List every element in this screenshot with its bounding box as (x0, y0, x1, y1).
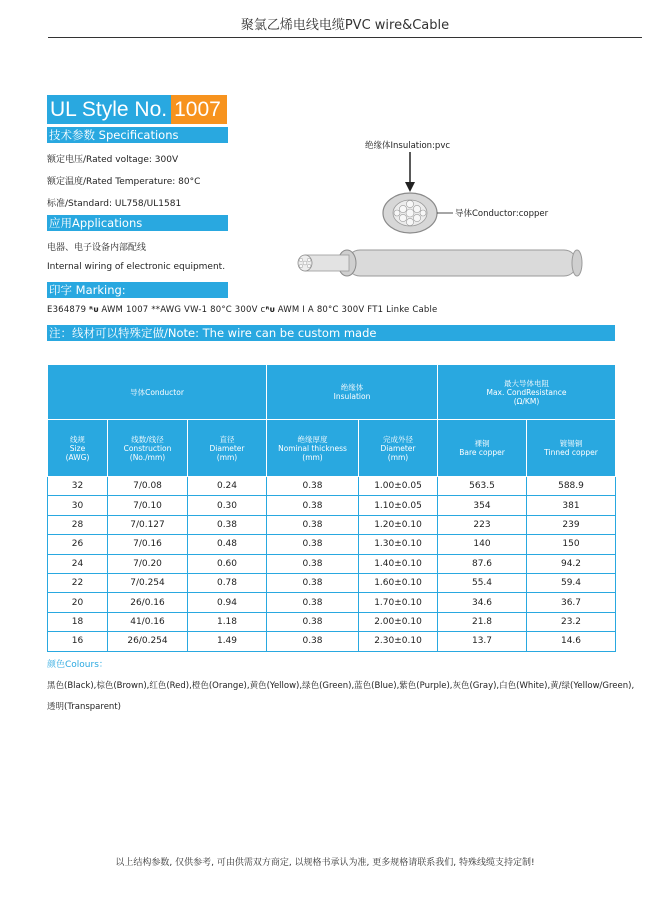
table-body (48, 477, 616, 652)
cell-thickness: 0.38 (267, 632, 359, 651)
col-size-unit: (AWG) (65, 452, 90, 462)
header-divider (48, 37, 642, 38)
table-row (48, 632, 616, 651)
table-row (48, 477, 616, 496)
group-resistance-en: Max. CondResistance (486, 387, 567, 397)
col-bare-cn: 裸铜 (474, 439, 490, 448)
marking-text (47, 305, 437, 315)
cell-construction: 7/0.10 (108, 496, 188, 515)
cell-thickness: 0.38 (267, 573, 359, 592)
cell-bare-copper: 354 (438, 496, 527, 515)
application-cn: 电器、电子设备内部配线 (47, 243, 147, 253)
table-row (48, 515, 616, 534)
insulation-label: 绝缘体Insulation:pvc (365, 141, 451, 151)
group-resistance-unit: (Ω/KM) (513, 396, 540, 406)
col-size-en: Size (69, 443, 86, 453)
col-cons-unit: (No./mm) (129, 452, 166, 462)
col-outer-diameter (359, 420, 438, 477)
cell-construction: 7/0.16 (108, 535, 188, 554)
cell-thickness: 0.38 (267, 535, 359, 554)
cell-outer-diameter: 1.60±0.10 (359, 573, 438, 592)
cell-construction: 7/0.254 (108, 573, 188, 592)
cell-construction: 41/0.16 (108, 612, 188, 631)
col-bare-copper (438, 420, 527, 477)
footer-note: 以上结构参数, 仅供参考, 可由供需双方商定, 以规格书承认为准, 更多规格请联系我们, 特殊线缆支持定制! (115, 858, 535, 868)
cell-size: 26 (48, 535, 108, 554)
cell-outer-diameter: 2.00±0.10 (359, 612, 438, 631)
cell-outer-diameter: 1.20±0.10 (359, 515, 438, 534)
cable-diagram (285, 132, 595, 292)
cell-thickness: 0.38 (267, 477, 359, 496)
cell-outer-diameter: 1.70±0.10 (359, 593, 438, 612)
marking-file-number: E364879 (47, 305, 87, 315)
cell-thickness: 0.38 (267, 496, 359, 515)
cell-size: 22 (48, 573, 108, 592)
cell-tinned-copper: 150 (527, 535, 616, 554)
rated-voltage: 额定电压/Rated voltage: 300V (47, 155, 179, 165)
table-row (48, 612, 616, 631)
col-size (48, 420, 108, 477)
cell-construction: 7/0.127 (108, 515, 188, 534)
col-tin-en: Tinned copper (544, 448, 598, 457)
col-dia-unit: (mm) (216, 452, 238, 462)
table-column-header (48, 420, 616, 477)
cell-outer-diameter: 2.30±0.10 (359, 632, 438, 651)
conductor-label: 导体Conductor:copper (455, 209, 549, 219)
cell-bare-copper: 563.5 (438, 477, 527, 496)
col-dia-en: Diameter (209, 443, 245, 453)
cell-size: 20 (48, 593, 108, 612)
group-resistance (438, 365, 616, 420)
ul-recognized-icon: ᴿᴜ (89, 305, 99, 314)
cell-size: 32 (48, 477, 108, 496)
style-title-prefix: UL Style No. (47, 95, 171, 124)
col-size-cn: 线规 (70, 434, 85, 444)
cell-bare-copper: 223 (438, 515, 527, 534)
cell-tinned-copper: 588.9 (527, 477, 616, 496)
specification-table (47, 364, 616, 652)
rated-temperature: 额定温度/Rated Temperature: 80°C (47, 177, 201, 187)
col-od-en: Diameter (380, 443, 416, 453)
cell-size: 24 (48, 554, 108, 573)
cell-diameter: 0.78 (188, 573, 267, 592)
cell-diameter: 0.94 (188, 593, 267, 612)
col-od-cn: 完成外径 (383, 434, 413, 444)
col-thk-cn: 绝缘厚度 (297, 434, 328, 444)
cell-diameter: 0.60 (188, 554, 267, 573)
cell-construction: 26/0.254 (108, 632, 188, 651)
page-header-title: 聚氯乙烯电线电缆PVC wire&Cable (240, 18, 450, 33)
cell-thickness: 0.38 (267, 612, 359, 631)
cell-diameter: 0.48 (188, 535, 267, 554)
col-od-unit: (mm) (387, 452, 409, 462)
table-row (48, 496, 616, 515)
cell-bare-copper: 21.8 (438, 612, 527, 631)
cell-tinned-copper: 59.4 (527, 573, 616, 592)
table-row (48, 535, 616, 554)
marking-awm-us: AWM 1007 **AWG VW-1 80°C 300V c (101, 305, 266, 315)
note-bar: 注：线材可以特殊定做/Note: The wire can be custom made (47, 325, 615, 341)
cell-tinned-copper: 36.7 (527, 593, 616, 612)
group-insulation-en: Insulation (333, 392, 371, 401)
table-row (48, 593, 616, 612)
cell-construction: 7/0.20 (108, 554, 188, 573)
application-en: Internal wiring of electronic equipment. (47, 262, 226, 272)
cell-diameter: 1.18 (188, 612, 267, 631)
cell-diameter: 1.49 (188, 632, 267, 651)
applications-bar: 应用Applications (47, 215, 228, 231)
cell-diameter: 0.30 (188, 496, 267, 515)
table-row (48, 554, 616, 573)
marking-awm-canada: AWM I A 80°C 300V FT1 Linke Cable (277, 305, 438, 315)
col-thickness (267, 420, 359, 477)
standard: 标准/Standard: UL758/UL1581 (47, 199, 182, 209)
col-tinned-copper (527, 420, 616, 477)
cell-tinned-copper: 14.6 (527, 632, 616, 651)
col-diameter (188, 420, 267, 477)
cell-tinned-copper: 239 (527, 515, 616, 534)
cell-thickness: 0.38 (267, 593, 359, 612)
cell-size: 16 (48, 632, 108, 651)
group-resistance-cn: 最大导体电阻 (504, 378, 549, 388)
cell-diameter: 0.24 (188, 477, 267, 496)
col-cons-en: Construction (123, 443, 172, 453)
colours-list: 黑色(Black),棕色(Brown),红色(Red),橙色(Orange),黄色(Yellow),绿色(Green),蓝色(Blue),紫色(Purple),灰色(Gray),白色(White),黄/绿(Yellow/Green),透明(Transparent) (47, 681, 635, 712)
cell-outer-diameter: 1.40±0.10 (359, 554, 438, 573)
cable-jacket (347, 250, 577, 276)
cul-recognized-icon: ᴿᴜ (265, 305, 275, 314)
table-row (48, 573, 616, 592)
cable-illustration (285, 132, 595, 292)
col-construction (108, 420, 188, 477)
cell-bare-copper: 55.4 (438, 573, 527, 592)
cell-bare-copper: 13.7 (438, 632, 527, 651)
cell-diameter: 0.38 (188, 515, 267, 534)
cell-tinned-copper: 23.2 (527, 612, 616, 631)
style-title (47, 95, 227, 124)
cell-bare-copper: 140 (438, 535, 527, 554)
cable-end (572, 250, 582, 276)
specifications-bar: 技术参数 Specifications (47, 127, 228, 143)
col-bare-en: Bare copper (459, 448, 505, 457)
cell-thickness: 0.38 (267, 554, 359, 573)
colours-title: 颜色Colours： (47, 660, 108, 670)
cell-outer-diameter: 1.10±0.05 (359, 496, 438, 515)
col-thk-unit: (mm) (302, 452, 323, 462)
col-tin-cn: 镀锡铜 (559, 439, 583, 448)
cell-size: 30 (48, 496, 108, 515)
cell-bare-copper: 87.6 (438, 554, 527, 573)
marking-bar: 印字 Marking: (47, 282, 228, 298)
col-thk-en: Nominal thickness (278, 443, 347, 453)
cell-size: 28 (48, 515, 108, 534)
cell-size: 18 (48, 612, 108, 631)
group-conductor: 导体Conductor (48, 365, 267, 420)
cell-tinned-copper: 94.2 (527, 554, 616, 573)
cell-outer-diameter: 1.30±0.10 (359, 535, 438, 554)
style-title-number: 1007 (171, 95, 227, 124)
cell-bare-copper: 34.6 (438, 593, 527, 612)
cell-thickness: 0.38 (267, 515, 359, 534)
cell-construction: 26/0.16 (108, 593, 188, 612)
col-cons-cn: 线数/线径 (131, 434, 164, 444)
cell-construction: 7/0.08 (108, 477, 188, 496)
col-dia-cn: 直径 (219, 434, 235, 444)
cell-tinned-copper: 381 (527, 496, 616, 515)
cell-outer-diameter: 1.00±0.05 (359, 477, 438, 496)
group-insulation (267, 365, 438, 420)
table-group-header (48, 365, 616, 420)
insulation-arrowhead (405, 182, 415, 192)
group-insulation-cn: 绝缘体 (340, 383, 364, 392)
